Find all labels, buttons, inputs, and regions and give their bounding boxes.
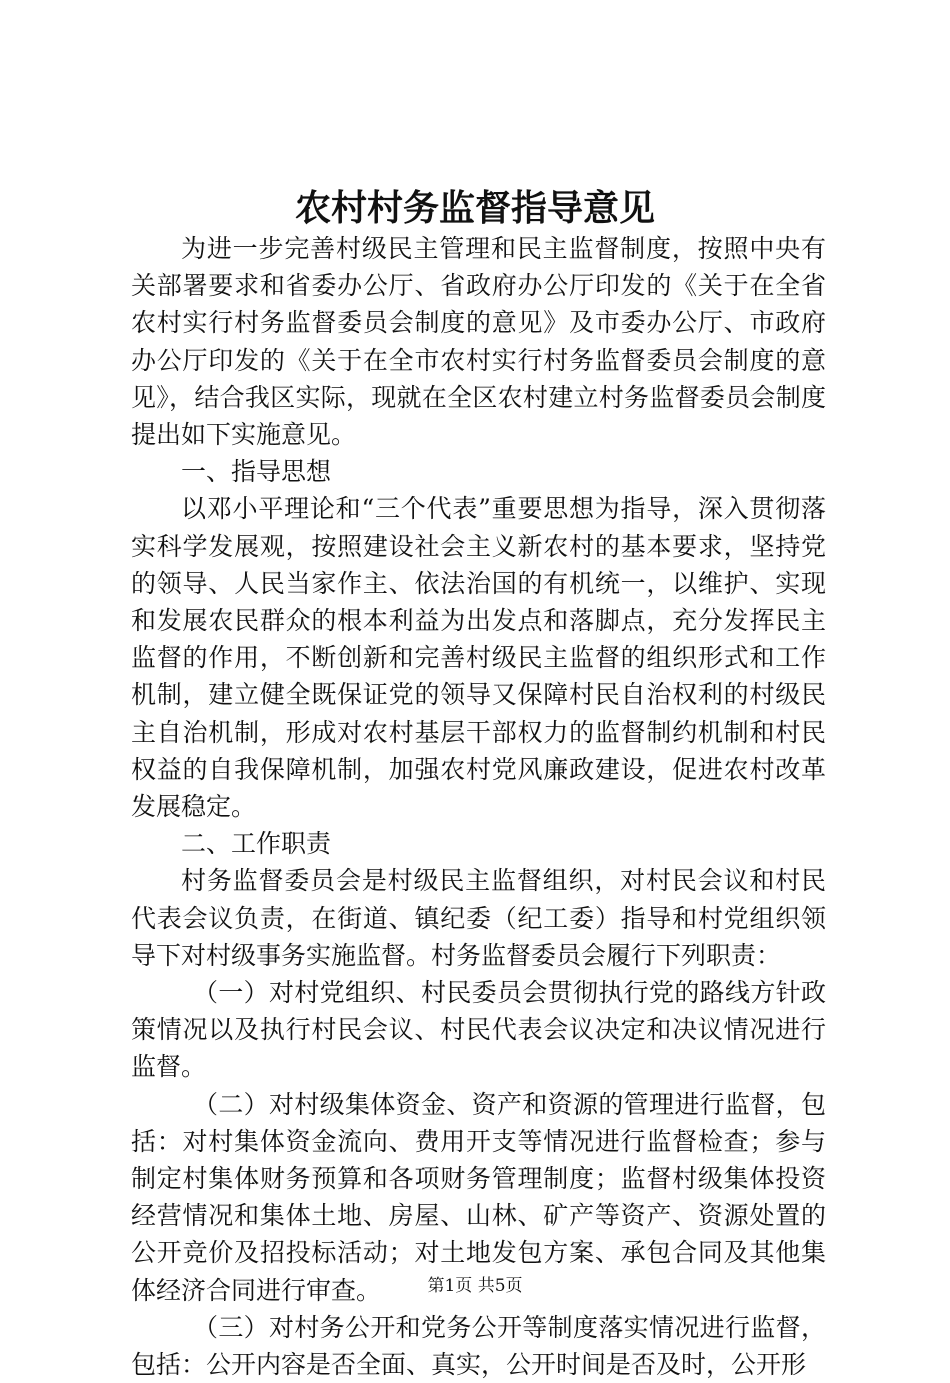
paragraph-work-duties: 村务监督委员会是村级民主监督组织，对村民会议和村民代表会议负责，在街道、镇纪委（纪工委）指导和村党组织领导下对村级事务实施监督。村务监督委员会履行下列职责： [131,866,826,970]
document-title: 农村村务监督指导意见 [294,187,655,229]
paragraph-duty-1: （一）对村党组织、村民委员会贯彻执行党的路线方针政策情况以及执行村民会议、村民代表会议决定和决议情况进行监督。 [131,978,826,1082]
paragraph-intro: 为进一步完善村级民主管理和民主监督制度，按照中央有关部署要求和省委办公厅、省政府办公厅印发的《关于在全省农村实行村务监督委员会制度的意见》及市委办公厅、市政府办公厅印发的《关于在全市农村实行村务监督委员会制度的意见》，结合我区实际，现就在全区农村建立村务监督委员会制度提出如下实施意见。 [131,234,826,450]
section-heading-guiding-ideology: 一、指导思想 [181,457,332,487]
page-footer: 第1页 共5页 [427,1276,523,1296]
section-heading-work-duties: 二、工作职责 [181,829,332,859]
paragraph-duty-3: （三）对村务公开和党务公开等制度落实情况进行监督，包括：公开内容是否全面、真实，公开时间是否及时，公开形 [131,1312,826,1380]
paragraph-guiding-ideology: 以邓小平理论和“三个代表”重要思想为指导，深入贯彻落实科学发展观，按照建设社会主义新农村的基本要求，坚持党的领导、人民当家作主、依法治国的有机统一，以维护、实现和发展农民群众的根本利益为出发点和落脚点，充分发挥民主监督的作用，不断创新和完善村级民主监督的组织形式和工作机制，建立健全既保证党的领导又保障村民自治权利的村级民主自治机制，形成对农村基层干部权力的监督制约机制和村民权益的自我保障机制，加强农村党风廉政建设，促进农村改革发展稳定。 [131,494,826,822]
document-body [131,230,826,1383]
paragraph-duty-2: （二）对村级集体资金、资产和资源的管理进行监督，包括：对村集体资金流向、费用开支等情况进行监督检查；参与制定村集体财务预算和各项财务管理制度；监督村级集体投资经营情况和集体土地、房屋、山林、矿产等资产、资源处置的公开竞价及招投标活动；对土地发包方案、承包合同及其他集体经济合同进行审查。 [131,1089,826,1305]
